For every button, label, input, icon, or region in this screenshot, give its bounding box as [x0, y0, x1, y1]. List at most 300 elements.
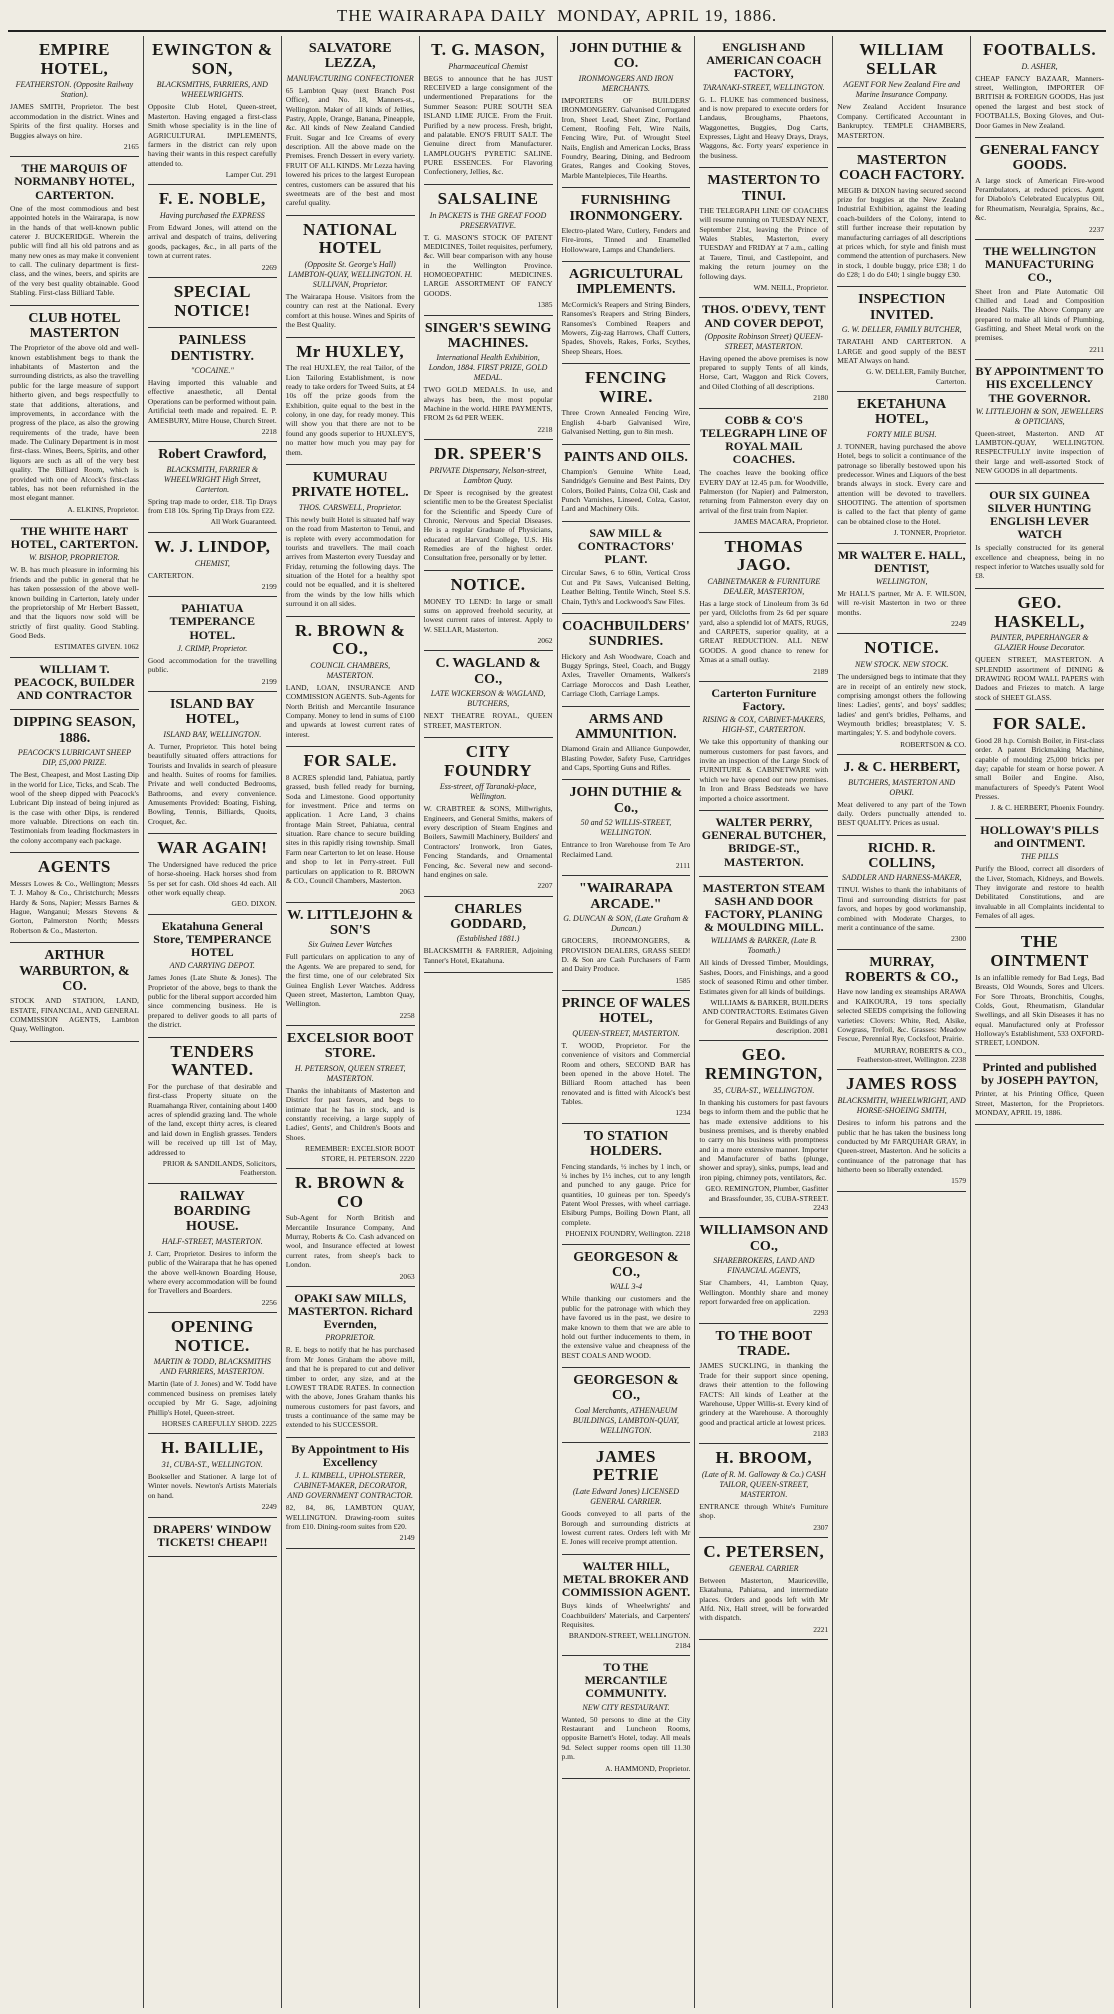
- advertisement: [286, 903, 415, 1026]
- ad-heading: THE OINTMENT: [990, 932, 1089, 971]
- advertisement: [562, 876, 691, 991]
- ad-body: Fencing standards, ½ inches by 1 inch, or ¼ inches by 1½ inches, cut to any length and punched to any gauge. Price for quantities, 10 guineas per ton. Speedy's Patent Wool Presses, with wheel carriage. Elsiburg Pumps, Boiling Down Plant, all complete.: [561, 1161, 691, 1227]
- ad-heading: WALTER HILL, METAL BROKER AND COMMISSION AGENT.: [561, 1558, 691, 1600]
- ad-subheading: In PACKETS is THE GREAT FOOD PRESERVATIVE.: [429, 210, 547, 230]
- ad-subheading: Having purchased the EXPRESS: [159, 211, 265, 221]
- ad-body: Star Chambers, 41, Lambton Quay, Wellington. Monthly share and money report forwarded free on application.: [699, 1278, 829, 1306]
- advertisement: [562, 1245, 691, 1368]
- ad-body: TARATAHI AND CARTERTON. A LARGE and good supply of the BEST MEAT Always on hand.: [837, 337, 967, 365]
- advertisement: [837, 544, 966, 635]
- masthead-title: THE WAIRARAPA DAILY MONDAY, APRIL 19, 1886.: [336, 6, 778, 25]
- ad-subheading: COUNCIL CHAMBERS, MASTERTON.: [310, 660, 391, 680]
- ad-footer: ESTIMATES GIVEN. 1062: [54, 642, 139, 652]
- ad-heading: THOS. O'DEVY, TENT AND COVER DEPOT,: [702, 302, 826, 330]
- advertisement: [562, 1124, 691, 1245]
- ad-body: Have now landing ex steamships ARAWA and KAIKOURA, 19 tons specially selected SEEDS comprising the following varieties: Clovers: White, Red, Alsike, Cowgrass, Trefoil, &c. Grasses: Meadow Fescue, Perennial Rye, Cocksfoot, Prairie.: [837, 987, 967, 1044]
- ad-body: The Wairarapa House. Visitors from the country can rest at the National. Every comfort at this house. Wines and Spirits of the Best Quality.: [285, 292, 415, 330]
- ad-subheading: (Late of R. M. Galloway & Co.) CASH TAILOR, QUEEN-STREET, MASTERTON.: [701, 1470, 826, 1500]
- ad-footer: GEO. DIXON.: [231, 899, 277, 909]
- ad-body: Sub-Agent for North British and Mercantile Insurance Company, And Murray, Roberts & Co. Cash advanced on wool, and Insurance effected at lowest current rates, from sheep's back to London.: [285, 1213, 415, 1270]
- ad-body: Full particulars on application to any of the Agents. We are prepared to send, for the first time, one of our celebrated Six Guinea English Lever Watches. Address Queen street, Masterton, Lambton Quay, Wellington.: [285, 952, 415, 1009]
- ad-subheading: AND CARRYING DEPOT.: [169, 961, 255, 971]
- ad-heading: C. PETERSEN,: [703, 1542, 825, 1562]
- advertisement: [10, 658, 139, 711]
- ad-body: One of the most commodious and best appointed hotels in the Wairarapa, is now in the hands of that well-known public caterer J. BUCKERIDGE. Wherein the public will find all his old patrons and as many new ones as may make it convenient to call. The culinary department is first-class, and the wines, beers, and spirits are of the very best quality obtainable. Good Stabling. First-class Billiard Table.: [10, 203, 139, 298]
- advertisement: [975, 240, 1104, 360]
- ad-subheading: LATE WICKERSON & WAGLAND, BUTCHERS,: [430, 689, 546, 709]
- ad-subheading: WILLIAMS & BARKER, (Late B. Toomath.): [710, 936, 817, 956]
- advertisement: [10, 36, 139, 157]
- advertisement: [424, 651, 553, 738]
- ad-body: This newly built Hotel is situated half way on the road from Masterton to Tenui, and is replete with every accommodation for tourists and travellers. The mail coach arrives from Masterton every Tuesday and Friday, returning the following days. The situation of the Hotel for a healthy spot could not be equalled, and it is sheltered from the winds by the low hills which surround it on all sides.: [285, 514, 415, 609]
- advertisement: [148, 915, 277, 1038]
- ad-footer: 2300: [951, 934, 967, 944]
- advertisement: [286, 338, 415, 465]
- ad-heading: SALSALINE: [437, 188, 539, 208]
- ad-footer: 2269: [261, 262, 277, 272]
- ad-footer: 2249: [951, 619, 967, 629]
- advertisement: [424, 36, 553, 185]
- advertisement: [286, 216, 415, 338]
- advertisement: [286, 1287, 415, 1438]
- ad-heading: MASTERTON COACH FACTORY.: [839, 152, 965, 184]
- advertisement: [562, 1555, 691, 1656]
- ad-subheading: QUEEN-STREET, MASTERTON.: [572, 1028, 680, 1038]
- advertisement: [148, 185, 277, 278]
- ad-heading: PAINTS AND OILS.: [564, 449, 688, 465]
- advertisement: [837, 36, 966, 148]
- ad-footer: 2293: [813, 1308, 829, 1318]
- ad-footer: 2063: [399, 1271, 415, 1281]
- ad-body: T. G. MASON'S STOCK OF PATENT MEDICINES, Toilet requisites, perfumery, &c. Will bear comparison with any house in the Wellington Province. HOMOEOPATHIC MEDICINES. LARGE ASSORTMENT OF FANCY GOODS.: [423, 232, 553, 298]
- ad-heading: INSPECTION INVITED.: [858, 292, 946, 323]
- ad-body: THE TELEGRAPH LINE OF COACHES will resume running on TUESDAY NEXT, September 21st, leaving the Prince of Wales Stables, Masterton, every TUESDAY and FRIDAY at 7 a.m., calling at Tauere, Tinui, and Castlepoint, and making the return journey on the following days.: [699, 205, 829, 281]
- ad-body: Having opened the above premises is now prepared to supply Tents of all kinds, Horse, Cart, Waggon and Rick Covers, and Oiled Clothing of all descriptions.: [699, 353, 829, 391]
- ad-subheading: HALF-STREET, MASTERTON.: [161, 1236, 263, 1246]
- advertisement: [699, 409, 828, 533]
- ad-body: Messrs Lowes & Co., Wellington; Messrs T. J. Mahoy & Co., Christchurch; Messrs Hardy & Sons, Napier; Messrs Barnes & Hague, Wanganui; Messrs Stevens & Gorton, Palmerston North; Messrs Robertson & Co., Masterton.: [10, 878, 139, 935]
- ad-heading: PAHIATUA TEMPERANCE HOTEL.: [169, 601, 255, 642]
- advertisement: [10, 943, 139, 1042]
- ad-heading: COBB & CO'S TELEGRAPH LINE OF ROYAL MAIL COACHES.: [700, 412, 828, 467]
- ad-body: Has a large stock of Linoleum from 3s 6d per yard, Oilcloths from 2s 6d per square yard, also a splendid lot of MATS, RUGS, and CARPETS, superior quality, at a GREAT REDUCTION. ALL NEW GOODS. A good chance to renew for Xmas at a small outlay.: [699, 598, 829, 665]
- ad-body: Good accommodation for the travelling public.: [147, 655, 277, 675]
- ad-body: The Best, Cheapest, and Most Lasting Dip in the world for Lice, Ticks, and Scab. The wool of the sheep dipped with Peacock's Lubricant Dip instead of being injured as is the case with other Dips, is rendered more valuable. Directions on each tin. Testimonials from leading flockmasters in the colony accompany each package.: [10, 770, 139, 845]
- advertisement: [148, 1184, 277, 1313]
- ad-subheading: Six Guinea Lever Watches: [308, 940, 393, 950]
- ad-heading: Printed and published by JOSEPH PAYTON,: [981, 1059, 1098, 1087]
- ad-subheading: BUTCHERS, MASTERTON AND OPAKI.: [848, 777, 956, 797]
- ad-body: From Edward Jones, will attend on the arrival and despatch of trains, delivering goods, packages, &c., in all parts of the town at current rates.: [147, 223, 277, 261]
- ad-subheading: International Health Exhibition, London, 1884. FIRST PRIZE, GOLD MEDAL.: [428, 353, 548, 383]
- ad-heading: NOTICE.: [864, 638, 940, 658]
- advertisement: [562, 36, 691, 188]
- advertisement: [10, 157, 139, 305]
- ad-heading: GEO. REMINGTON,: [705, 1045, 823, 1084]
- ad-heading: MURRAY, ROBERTS & CO.,: [845, 954, 959, 986]
- ad-subheading: PRIVATE Dispensary, Nelson-street, Lambton Quay.: [429, 465, 547, 485]
- ad-heading: OPAKI SAW MILLS, MASTERTON. Richard Evernden,: [287, 1290, 413, 1332]
- ad-heading: FOR SALE.: [992, 714, 1087, 734]
- advertisement: [699, 1218, 828, 1323]
- ad-body: 8 ACRES splendid land, Pahiatua, partly grassed, bush felled ready for burning, Soda and Limestone. Good opportunity for investment. Price and terms on application. 1 Acre Land, 3 chains frontage Main Street, Pahiatua, central situation. Rare chance to secure building sites in this rapidly rising township. Small Farm near Carterton to let on lease. House and shop to let in Perry-street. Full particulars on application to R. BROWN & CO., Council Chambers, Masterton.: [285, 772, 415, 885]
- advertisement: [286, 747, 415, 903]
- advertisement: [699, 168, 828, 298]
- ad-body: A. Turner, Proprietor. This hotel being beautifully situated offers attractions for Tourists and Invalids in search of pleasure and health. Suites of rooms for families. Private and well conducted Bedrooms, Bathrooms, and every convenience. Amusements Provided: Boating, Fishing, Bowling, Tennis, Billiards, Quoits, Croquet, &c.: [147, 741, 277, 826]
- ad-footer: PHOENIX FOUNDRY, Wellington. 2218: [565, 1229, 691, 1239]
- ad-heading: H. BAILLIE,: [161, 1438, 264, 1458]
- ad-subheading: THE PILLS: [1020, 852, 1059, 862]
- ad-heading: RAILWAY BOARDING HOUSE.: [173, 1188, 251, 1235]
- ad-body: Desires to inform his patrons and the public that he has taken the business long conducted by Mr FARQUHAR GRAY, in Queen-street, Masterton. And he solicits a continuance of the patronage that has hitherto been so liberally extended.: [837, 1118, 967, 1175]
- ad-footer: 2165: [123, 141, 139, 151]
- advertisement: [148, 328, 277, 442]
- ad-body: Having imported this valuable and effective anaesthetic, all Dental Operations can be performed without pain. Artificial teeth made and repaired. E. P. AMESBURY, Mitre House, Church Street.: [147, 378, 277, 425]
- ad-heading: CLUB HOTEL MASTERTON: [28, 310, 121, 341]
- ad-footer: 2062: [537, 636, 553, 646]
- ad-heading: THOMAS JAGO.: [724, 536, 804, 575]
- ad-body: The coaches leave the booking office EVERY DAY at 12.45 p.m. for Woodville, Palmerston (for Napier) and Palmerston, returning from Palmerston every day on arrival of the first train from Napier.: [699, 468, 829, 515]
- advertisement: [286, 1438, 415, 1549]
- ad-heading: WILLIAM T. PEACOCK, BUILDER AND CONTRACTOR: [14, 661, 135, 703]
- ad-body: JAMES SMITH, Proprietor. The best accommodation in the district. Wines and Spirits of the first quality. Horses and Buggies always on hire.: [10, 102, 139, 140]
- ad-footer: 2111: [675, 861, 691, 871]
- ad-body: GROCERS, IRONMONGERS, & PROVISION DEALERS, GRASS SEED! D. & Son are Cash Purchasers of Farm and Dairy Produce.: [561, 936, 691, 974]
- advertisement: [10, 853, 139, 943]
- ad-subheading: (Opposite St. George's Hall) LAMBTON-QUAY, WELLINGTON. H. SULLIVAN, Proprietor.: [288, 260, 413, 290]
- ad-subheading: BLACKSMITH, FARRIER & WHEELWRIGHT High Street, Carterton.: [163, 464, 261, 494]
- ad-heading: FOOTBALLS.: [982, 40, 1097, 59]
- advertisement: [148, 442, 277, 533]
- ad-footer: WM. NEILL, Proprietor.: [753, 282, 829, 292]
- advertisement: [699, 533, 828, 682]
- advertisement: [286, 617, 415, 748]
- advertisement: [699, 877, 828, 1042]
- advertisement: [699, 1324, 828, 1445]
- ad-heading: DR. SPEER'S: [434, 444, 542, 464]
- advertisement: [424, 571, 553, 652]
- ad-heading: J. & C. HERBERT,: [843, 760, 961, 776]
- ad-heading: KUMURAU PRIVATE HOTEL.: [291, 469, 409, 501]
- ad-heading: OPENING NOTICE.: [170, 1317, 254, 1355]
- ad-body: W. B. has much pleasure in informing his friends and the public in general that he has taken possession of the above well-known building in Carterton, lately under the proprietorship of Mr Herbert Bassett, and that the liquors now sold will be strictly of first quality. Good Stabling. Good Beds.: [10, 565, 139, 641]
- advertisement: [148, 1313, 277, 1434]
- advertisement: [424, 440, 553, 571]
- advertisement: [286, 36, 415, 216]
- ad-heading: EKETAHUNA HOTEL,: [857, 397, 947, 428]
- ad-heading: Mr HUXLEY,: [296, 341, 405, 361]
- ad-footer: 1579: [951, 1176, 967, 1186]
- ad-heading: AGENTS: [37, 857, 111, 877]
- column-7: [833, 36, 971, 2008]
- ad-footer: HORSES CAREFULLY SHOD. 2225: [161, 1418, 277, 1428]
- ad-body: R. E. begs to notify that he has purchased from Mr Jones Graham the above mill, and that he is prepared to cut and deliver timber to order, any size, and at the LOWEST TRADE RATES. In connection with the above, Jones Graham thanks his numerous customers for past favors, and trusts a continuance of the same may be extended to his SUCCESSOR.: [285, 1345, 415, 1430]
- advertisement: [837, 950, 966, 1071]
- ad-subheading: THOS. CARSWELL, Proprietor.: [298, 502, 402, 512]
- advertisement: [10, 520, 139, 658]
- ad-footer: 2249: [261, 1502, 277, 1512]
- ad-heading: ARMS AND AMMUNITION.: [575, 711, 677, 742]
- advertisement: [837, 1070, 966, 1191]
- ad-heading: F. E. NOBLE,: [158, 189, 266, 209]
- ad-body: G. L. FLUKE has commenced business, and is now prepared to execute orders for Landaus, Broughams, Phaetons, Waggonettes, Buggies, Dog Carts, Expresses, Light and Heavy Drays, Drays, Waggons, &c. Forty years' experience in the business.: [699, 94, 829, 160]
- ad-footer: 2199: [261, 581, 277, 591]
- ad-body: Martin (late of J. Jones) and W. Todd have commenced business on premises lately occupied by Mr G. Sage, adjoining Phillip's Hotel, Queen-street.: [147, 1379, 277, 1417]
- ad-heading: JOHN DUTHIE & CO.: [569, 41, 683, 72]
- ad-footer: All Work Guaranteed.: [210, 517, 277, 527]
- ad-subheading: MARTIN & TODD, BLACKSMITHS AND FARRIERS, MASTERTON.: [153, 1357, 271, 1377]
- advertisement: [562, 445, 691, 522]
- ad-body: 65 Lambton Quay (next Branch Post Office), and No. 18, Manners-st., Wellington. Maker of all kinds of Jellies, Pastry, Apple, Orange, Banana, Pineapple, &c. All kinds of New Zealand Candied Fruit. Sugar and Ice Creams of every description. All the above made on the Premises. French Dessert in every variety. FRUIT OF ALL KINDS. Mr Lezza having lowered his prices to the largest European centres, customers can be assured that his sweetmeats are of the best and most careful quality.: [285, 85, 415, 208]
- ad-subheading: PAINTER, PAPERHANGER & GLAZIER House Decorator.: [990, 633, 1089, 653]
- ad-footer: GEO. REMINGTON, Plumber, Gasfitter and Brassfounder, 35, CUBA-STREET. 2243: [705, 1184, 829, 1212]
- ad-footer: 2258: [399, 1010, 415, 1020]
- ad-footer: BRANDON-STREET, WELLINGTON. 2184: [568, 1631, 691, 1650]
- ad-body: We take this opportunity of thanking our numerous customers for past favors, and invite an inspection of the Large Stock of FURNITURE & CABINETWARE with which we have opened our new premises. In Iron and Brass Bedsteads we have imported a choice assortment.: [699, 737, 829, 803]
- advertisement: [148, 1518, 277, 1557]
- ad-body: The undersigned begs to intimate that they are in receipt of an entirely new stock, comprising amongst others the following lines: Ladies', gents', and boys' saddles; ladies' and gent's bridles, Pelhams, and Weymouth bridles; breastplates; V. S. martingales; Y. S. and bodyhole covers.: [837, 672, 967, 738]
- ad-body: Electro-plated Ware, Cutlery, Fenders and Fire-irons, Tinned and Enamelled Hollowware, Lamps and Chandeliers.: [561, 225, 691, 254]
- ad-body: James Jones (Late Shute & Jones). The Proprietor of the above, begs to thank the public for the liberal support accorded him since commencing business. He is prepared to deliver goods to all parts of the district.: [147, 973, 277, 1030]
- advertisement: [699, 1041, 828, 1218]
- ad-footer: MURRAY, ROBERTS & CO., Featherston-street, Wellington. 2238: [856, 1045, 967, 1065]
- ad-heading: C. WAGLAND & CO.,: [435, 656, 541, 687]
- ad-heading: RICHD. R. COLLINS,: [868, 840, 936, 872]
- ad-body: JAMES SUCKLING, in thanking the Trade for their support since opening, draws their attention to the following FACTS: All kinds of Leather at the Warehouse, Upper Willis-st. Every kind of grindery at the Warehouse. A thoroughly good and practical article at lowest prices.: [699, 1361, 829, 1427]
- masthead-rule: [8, 30, 1106, 32]
- ad-subheading: (Established 1881.): [456, 934, 520, 944]
- advertisement: [975, 1056, 1104, 1126]
- ad-body: In thanking his customers for past favours begs to inform them and the public that he has made extensive additions to his business premises, and is thereby enabled to carry on his business with promptness and in a more extensive manner. Importer and Manufacturer of baths (plunge, shower and spray), sinks, pumps, lead and iron piping, chimney pots, ventilators, &c.: [699, 1097, 829, 1182]
- advertisement: [837, 836, 966, 950]
- ad-body: Diamond Grain and Alliance Gunpowder, Blasting Powder, Safety Fuse, Cartridges and Caps, Sporting Guns and Rifles.: [561, 744, 691, 773]
- ad-heading: THE MARQUIS OF NORMANBY HOTEL, CARTERTON.: [14, 161, 135, 202]
- ad-body: McCormick's Reapers and String Binders, Ransomes's Reapers and String Binders, Ransomes's Combined Reapers and Mowers, Zig-zag Harrows, Chaff Cutters, Spades, Shovels, Rakes, Forks, Scythes, Sheep Shears, Hoes.: [561, 299, 691, 356]
- ad-subheading: (Opposite Robinson Street) QUEEN-STREET, MASTERTON.: [704, 331, 823, 351]
- ad-subheading: 50 and 52 WILLIS-STREET, WELLINGTON.: [580, 818, 672, 838]
- ad-body: Dr Speer is recognised by the greatest scientific men to be the Greatest Specialist for the Scientific and Speedy Cure of Chronic, Nervous and Special Diseases. He is a regular Graduate of Physicians, educated at Harvard College, U.S. His Remedies are of the highest order. Consultation free, personally or by letter.: [423, 487, 553, 563]
- ad-heading: OUR SIX GUINEA SILVER HUNTING ENGLISH LEVER WATCH: [987, 487, 1092, 542]
- advertisement: [148, 1434, 277, 1517]
- ad-heading: JAMES PETRIE: [592, 1446, 660, 1485]
- ad-body: Entrance to Iron Warehouse from Te Aro Reclaimed Land.: [561, 840, 691, 859]
- advertisement: [424, 316, 553, 441]
- ad-heading: "WAIRARAPA ARCADE.": [579, 881, 673, 912]
- ad-heading: R. BROWN & CO: [295, 1172, 406, 1211]
- ad-heading: R. BROWN & CO.,: [295, 620, 406, 659]
- ad-body: Meat delivered to any part of the Town daily. Orders punctually attended to. BEST QUALITY. Prices as usual.: [837, 799, 967, 828]
- ad-subheading: CABINETMAKER & FURNITURE DEALER, MASTERTON,: [707, 576, 821, 596]
- ad-heading: WALTER PERRY, GENERAL BUTCHER, BRIDGE-ST., MASTERTON.: [701, 814, 826, 869]
- advertisement: [148, 533, 277, 597]
- ad-footer: 2180: [813, 393, 829, 403]
- ad-heading: Robert Crawford,: [158, 447, 267, 463]
- advertisement: [699, 682, 828, 811]
- ad-body: J. TONNER, having purchased the above Hotel, begs to solicit a continuance of the patronage so liberally bestowed upon his predecessor. Wines and Liquors of the best brands always in stock. Every care and attention will be devoted to travellers. SHOOTING. The attention of sportsmen is called to the fact that plenty of game can be obtained close to the Hotel.: [837, 441, 967, 526]
- ad-subheading: NEW CITY RESTAURANT.: [582, 1702, 670, 1712]
- ad-body: Purify the Blood, correct all disorders of the Liver, Stomach, Kidneys, and Bowels. They invigorate and restore to health Debilitated Constitutions, and are invaluable in all Complaints incidental to Females of all ages.: [975, 864, 1104, 921]
- ad-heading: NOTICE.: [450, 574, 526, 594]
- ad-body: A large stock of American Fire-wood Perambulators, at reduced prices. Agent for Diabolo's Celebrated Eucalyptus Oil, for Rheumatism, Neuralgia, Sprains, &c., &c.: [975, 175, 1104, 223]
- ad-subheading: Coal Merchants, ATHENAEUM BUILDINGS, LAMBTON-QUAY, WELLINGTON.: [572, 1405, 679, 1435]
- ad-footer: WILLIAMS & BARKER, BUILDERS AND CONTRACTORS. Estimates Given for General Repairs and Buildings of any description. 2081: [702, 997, 829, 1036]
- ad-subheading: G. W. DELLER, FAMILY BUTCHER,: [841, 325, 962, 335]
- ad-subheading: Pharmaceutical Chemist: [448, 61, 528, 71]
- ad-heading: COACHBUILDERS' SUNDRIES.: [562, 618, 690, 650]
- ad-footer: Lamper Cut. 291: [225, 170, 277, 179]
- ad-footer: 2183: [813, 1429, 829, 1439]
- ad-heading: DIPPING SEASON, 1886.: [13, 715, 136, 746]
- ad-subheading: 31, CUBA-ST., WELLINGTON.: [161, 1460, 263, 1469]
- ad-footer: 2218: [261, 426, 277, 436]
- ad-footer: 2256: [261, 1297, 277, 1307]
- ad-body: Spring trap made to order, £18. Tip Drays from £18 10s. Spring Tip Drays from £22.: [147, 496, 277, 516]
- ad-body: W. CRABTREE & SONS, Millwrights, Engineers, and General Smiths, makers of every description of Steam Engines and Boilers, Sawmill Machinery, Builders' and Contractors' Ironwork, Iron Gates, Fencing Standards, and Ornamental Fencing, &c. Several new and second-hand engines on sale.: [423, 804, 553, 879]
- ad-subheading: FORTY MILE BUSH.: [866, 429, 937, 439]
- ad-subheading: PEACOCK'S LUBRICANT SHEEP DIP, £5,000 PRIZE.: [17, 748, 131, 768]
- ad-footer: 2063: [399, 887, 415, 897]
- ad-subheading: ISLAND BAY, WELLINGTON.: [163, 729, 262, 739]
- advertisement: [148, 692, 277, 834]
- advertisement: [424, 897, 553, 974]
- advertisement: [699, 36, 828, 168]
- ad-heading: WILLIAM SELLAR: [859, 40, 945, 78]
- advertisement: [975, 484, 1104, 589]
- ad-body: ENTRANCE through White's Furniture shop.: [699, 1502, 829, 1521]
- ad-footer: JAMES MACARA, Proprietor.: [734, 517, 829, 527]
- advertisement: [699, 298, 828, 408]
- ad-body: BEGS to announce that he has JUST RECEIVED a large consignment of the undermentioned Preparations for the Summer Season: PURE SOUTH SEA ISLAND LIME JUICE. From the Fruit. Purified by a new process. Fresh, bright, and palatable. ENO'S FRUIT SALT. The Genuine direct from Manufacturer. LAMPLOUGH'S PYRETIC SALINE. PURE ESSENCES. For Flavoring Confectionery, Jellies, &c.: [423, 73, 553, 177]
- ad-heading: WAR AGAIN!: [157, 838, 268, 858]
- ad-heading: PAINLESS DENTISTRY.: [170, 333, 255, 364]
- advertisement: [837, 148, 966, 288]
- advertisement: [286, 1169, 415, 1287]
- advertisement: [562, 364, 691, 445]
- ad-heading: ISLAND BAY HOTEL,: [169, 696, 255, 728]
- ad-subheading: H. PETERSON, QUEEN STREET, MASTERTON.: [294, 1063, 406, 1083]
- advertisement: [562, 262, 691, 364]
- ad-body: Thanks the inhabitants of Masterton and District for past favors, and begs to intimate that he has in stock, and is constantly receiving, a large supply of Ladies', Gents', and Children's Boots and Shoes.: [285, 1085, 415, 1142]
- ad-body: IMPORTERS OF BUILDERS' IRONMONGERY. Galvanised Corrugated Iron, Sheet Lead, Sheet Zinc, Portland Cement, Roofing Felt, Wire Nails, Fencing Wire, Put. of Wrought Steel Nails, English and American Locks, Brass Foundry, Bearing, Dining, and Bedroom Grates, Ranges and Cooking Stoves, Marble Mantelpieces, Tile Hearths.: [561, 95, 691, 180]
- ad-body: MONEY TO LEND: In large or small sums on approved freehold security, at lowest current rates of interest. Apply to W. SELLAR, Masterton.: [423, 596, 553, 634]
- ad-body: Printer, at his Printing Office, Queen Street, Masterton, for the Proprietors. MONDAY, APRIL 19, 1886.: [975, 1089, 1104, 1117]
- ad-footer: A. HAMMOND, Proprietor.: [605, 1763, 691, 1773]
- ad-heading: W. J. LINDOP,: [154, 536, 271, 556]
- ad-footer: A. ELKINS, Proprietor.: [67, 504, 139, 514]
- ad-heading: CHARLES GODDARD,: [450, 901, 526, 933]
- ad-footer: REMEMBER: EXCELSIOR BOOT STORE, H. PETERSON. 2220: [305, 1144, 415, 1163]
- ad-footer: PRIOR & SANDILANDS, Solicitors, Featherston.: [162, 1158, 277, 1178]
- ad-heading: MASTERTON STEAM SASH AND DOOR FACTORY, PLANING & MOULDING MILL.: [702, 880, 825, 935]
- ad-heading: W. LITTLEJOHN & SON'S: [287, 907, 414, 939]
- ad-footer: 2237: [1089, 224, 1104, 234]
- ad-heading: H. BROOM,: [715, 1448, 813, 1468]
- ad-body: While thanking our customers and the public for the patronage with which they have favored us in the past, we desire to make known to them that we are able to hold out further inducements to them, in the extensive value and cheapness of the BEST COALS AND WOOD.: [561, 1294, 691, 1360]
- ad-body: 82, 84, 86, LAMBTON QUAY, WELLINGTON. Drawing-room suites from £10. Dining-room suites from £20.: [285, 1503, 415, 1531]
- ad-heading: FOR SALE.: [303, 751, 397, 771]
- advertisement: [562, 522, 691, 614]
- ad-heading: CITY FOUNDRY: [444, 741, 533, 780]
- advertisement: [837, 392, 966, 544]
- ad-footer: 1234: [675, 1108, 691, 1118]
- ad-heading: HOLLOWAY'S PILLS and OINTMENT.: [980, 822, 1099, 850]
- ad-body: Sheet Iron and Plate Automatic Oil Chilled and Lead and Composition Headed Nails. The Above Company are prepared to make all kinds of Plumbing, Gasfitting, and Sheet Metal work on the premises.: [975, 286, 1104, 343]
- advertisement: [975, 36, 1104, 138]
- ad-subheading: W. BISHOP, PROPRIETOR.: [29, 553, 120, 563]
- ad-heading: NATIONAL HOTEL: [303, 219, 398, 258]
- ad-subheading: CHEMIST,: [194, 558, 230, 568]
- ad-body: Good 28 h.p. Cornish Boiler, in First-class order. A patent Brickmaking Machine, capable of moulding 25,000 bricks per day; capable for steam or horse power. A small Boiler and Engine. Also, manufacturers of Speedy's Patent Wool Presses.: [975, 735, 1104, 802]
- ad-heading: SALVATORE LEZZA,: [308, 41, 392, 72]
- advertisement: [975, 928, 1104, 1055]
- ad-footer: 2199: [261, 676, 277, 686]
- ad-footer: 2221: [813, 1624, 829, 1634]
- ad-heading: THE WELLINGTON MANUFACTURING CO.,: [983, 243, 1096, 285]
- ad-heading: MASTERTON TO TINUI.: [707, 173, 821, 204]
- ad-subheading: TARANAKI-STREET, WELLINGTON.: [702, 82, 825, 92]
- column-5: [558, 36, 696, 2008]
- ad-subheading: D. ASHER,: [1021, 61, 1058, 71]
- columns: [6, 36, 1108, 2008]
- ad-subheading: NEW STOCK. NEW STOCK.: [855, 660, 949, 670]
- ad-body: Buys kinds of Wheelwrights' and Coachbuilders' Materials, and Carpenters' Requisites.: [561, 1601, 691, 1629]
- ad-body: CHEAP FANCY BAZAAR, Manners-street, Wellington, IMPORTER OF BRITISH & FOREIGN GOODS, Has just opened the largest and best stock of FOOTBALLS, Boxing Gloves, and Out-Door Games in New Zealand.: [975, 73, 1104, 130]
- ad-subheading: J. CRIMP, Proprietor.: [177, 643, 248, 653]
- ad-subheading: RISING & COX, CABINET-MAKERS, HIGH-ST., CARTERTON.: [702, 715, 826, 735]
- advertisement: [286, 465, 415, 617]
- ad-body: New Zealand Accident Insurance Company. Certificated Accountant in Bankruptcy. TEMPLE CHAMBERS, MASTERTON.: [837, 102, 967, 140]
- ad-subheading: G. DUNCAN & SON, (Late Graham & Duncan.): [563, 914, 689, 934]
- column-4: [420, 36, 558, 2008]
- advertisement: [562, 1656, 691, 1779]
- ad-body: Circular Saws, 6 to 60in, Vertical Cross Cut and Pit Saws, Vulcanised Belting, Leather Belting, Tentile Winch, Steel S.S. Chain, Tyth's and Lockwood's Saw Files.: [561, 568, 691, 606]
- advertisement: [562, 707, 691, 781]
- advertisement: [148, 597, 277, 692]
- column-2: [144, 36, 282, 2008]
- advertisement: [562, 188, 691, 262]
- ad-subheading: GENERAL CARRIER: [729, 1563, 799, 1573]
- ad-heading: JOHN DUTHIE & Co.,: [569, 785, 683, 816]
- ad-footer: 2149: [399, 1533, 415, 1543]
- ad-footer: G. W. DELLER, Family Butcher, Carterton.: [866, 367, 967, 386]
- advertisement: [10, 306, 139, 521]
- ad-body: For the purchase of that desirable and first-class Property situate on the Ruamahanga River, containing about 1400 acres of splendid grazing land. The whole of the land, except thirty acres, is cleared and laid down in English grasses. Tenders will be received up till 1st of May, addressed to: [147, 1081, 277, 1157]
- ad-heading: THE WHITE HART HOTEL, CARTERTON.: [10, 524, 139, 552]
- advertisement: [837, 755, 966, 836]
- advertisement: [148, 834, 277, 915]
- ad-subheading: 35, CUBA-ST., WELLINGTON.: [713, 1085, 815, 1095]
- ad-heading: DRAPERS' WINDOW TICKETS! CHEAP!!: [153, 1521, 272, 1549]
- ad-body: The Proprietor of the above old and well-known establishment begs to thank the inhabitants of Masterton and the surrounding districts, as also the travelling public for the large measure of support hitherto given, and begs respectfully to state that additions, alterations, and improvements, in accordance with the progress of the place, as also the growing requirements of the trade, have been made. The Culinary Department is in most first-class. Wines, Beers, Spirits, and other liquors are such as all of the very best quality. The Billiard Room, which is provided with one of Alcock's first-class tables, has not been refurnished in the most elegant manner.: [10, 343, 139, 503]
- advertisement: [975, 819, 1104, 929]
- ad-footer: 2207: [537, 881, 553, 891]
- ad-footer: J. & C. HERBERT, Phoenix Foundry.: [990, 803, 1104, 813]
- advertisement: [562, 1368, 691, 1443]
- advertisement: [424, 738, 553, 897]
- ad-subheading: SADDLER AND HARNESS-MAKER,: [841, 873, 962, 883]
- ad-body: MEGIB & DIXON having secured second prize for buggies at the New Zealand Industrial Exhibition, against the leading coach-builders of the Colony, intend to still further increase their reputation by manufacturing carriages of all descriptions at prices which, for style and finish must commend the attention of purchasers. New in stock, 1 double buggy, price £38; 1 do do £28; 1 do do £40; 1 single buggy £30.: [837, 185, 967, 280]
- ad-body: Bookseller and Stationer. A large lot of Winter novels. Newton's Artists Materials on hand.: [147, 1472, 277, 1500]
- ad-heading: GEORGESON & CO.,: [573, 1249, 679, 1280]
- ad-heading: BY APPOINTMENT TO HIS EXCELLENCY THE GOVERNOR.: [975, 364, 1104, 405]
- ad-heading: FENCING WIRE.: [584, 368, 667, 406]
- ad-subheading: J. L. KIMBELL, UPHOLSTERER, CABINET-MAKER, DECORATOR, AND GOVERNMENT CONTRACTOR.: [287, 1471, 414, 1501]
- ad-heading: By Appointment to His Excellency: [291, 1441, 410, 1469]
- ad-footer: J. TONNER, Proprietor.: [893, 528, 967, 538]
- ad-body: STOCK AND STATION, LAND, ESTATE, FINANCIAL, AND GENERAL COMMISSION AGENTS, Lambton Quay, Wellington.: [10, 996, 139, 1034]
- ad-heading: FURNISHING IRONMONGERY.: [569, 193, 683, 224]
- advertisement: [148, 1038, 277, 1184]
